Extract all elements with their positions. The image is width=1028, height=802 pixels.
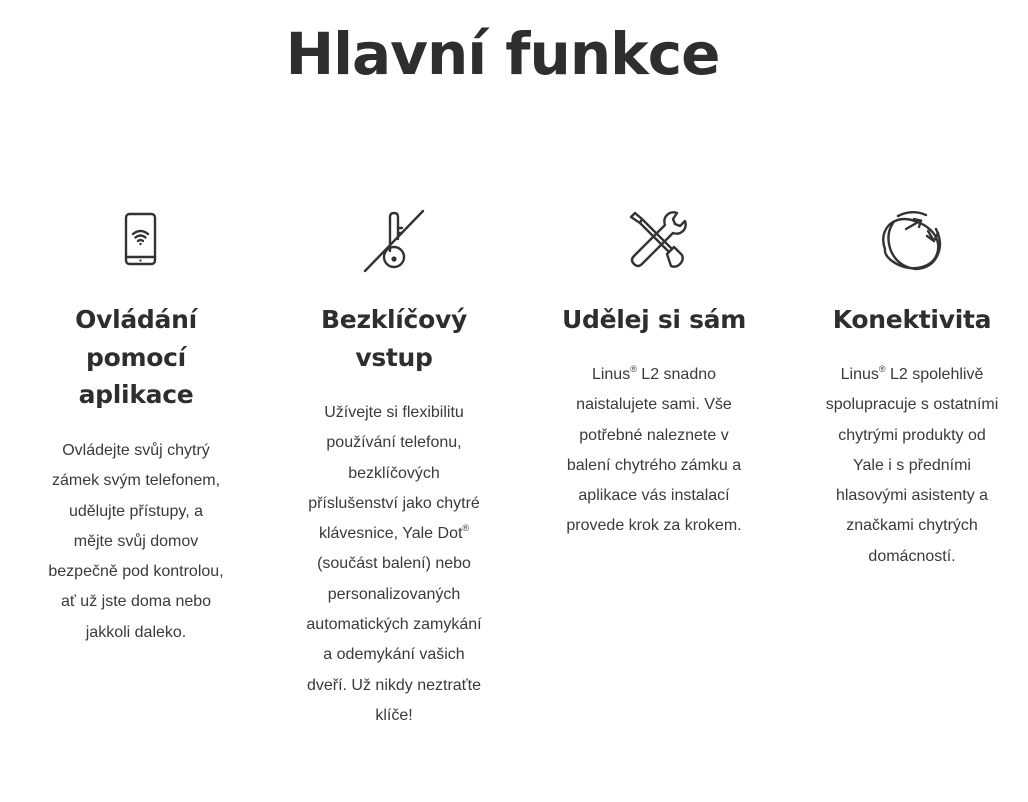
page-title: Hlavní funkce bbox=[285, 20, 720, 88]
feature-title: Bezklíčový vstup bbox=[321, 305, 467, 372]
crossed-key-icon bbox=[360, 205, 430, 275]
feature-title: Udělej si sám bbox=[561, 305, 746, 334]
feature-text-part: (součást balení) nebo personalizovaných automatických zamykání a odemykání vašich dveří. Už nikdy neztraťte klíče! bbox=[306, 555, 482, 724]
feature-text-part: Linus bbox=[840, 366, 879, 383]
feature-text-part: L2 snadno naistalujete sami. Vše potřebné naleznete v balení chytrého zámku a aplikace vás instalací provede krok za krokem. bbox=[566, 366, 742, 535]
feature-text-part: L2 spolehlivě spolupracuje s ostatními chytrými produkty od Yale i s předními hlasovými asistenty a značkami chytrých domácností. bbox=[825, 366, 999, 565]
feature-description bbox=[822, 360, 1002, 572]
registered-mark: ® bbox=[462, 523, 470, 534]
registered-mark: ® bbox=[630, 364, 637, 374]
feature-text-part: Užívejte si flexibilitu používání telefonu, bezklíčových příslušenství jako chytré klávesnice, Yale Dot bbox=[308, 404, 480, 543]
registered-mark: ® bbox=[878, 364, 886, 374]
feature-description bbox=[566, 360, 742, 542]
smartphone-wifi-icon bbox=[106, 205, 176, 275]
feature-text-part: Linus bbox=[591, 366, 631, 383]
feature-description: Ovládejte svůj chytrý zámek svým telefonem, udělujte přístupy, a mějte svůj domov bezpečně pod kontrolou, ať už jste doma nebo jakkoli daleko. bbox=[48, 442, 224, 641]
feature-description bbox=[304, 398, 484, 731]
feature-title: Konektivita bbox=[832, 305, 992, 334]
tools-icon bbox=[620, 205, 690, 275]
connectivity-icon bbox=[876, 205, 946, 275]
feature-title: Ovládání pomocí aplikace bbox=[75, 305, 197, 409]
